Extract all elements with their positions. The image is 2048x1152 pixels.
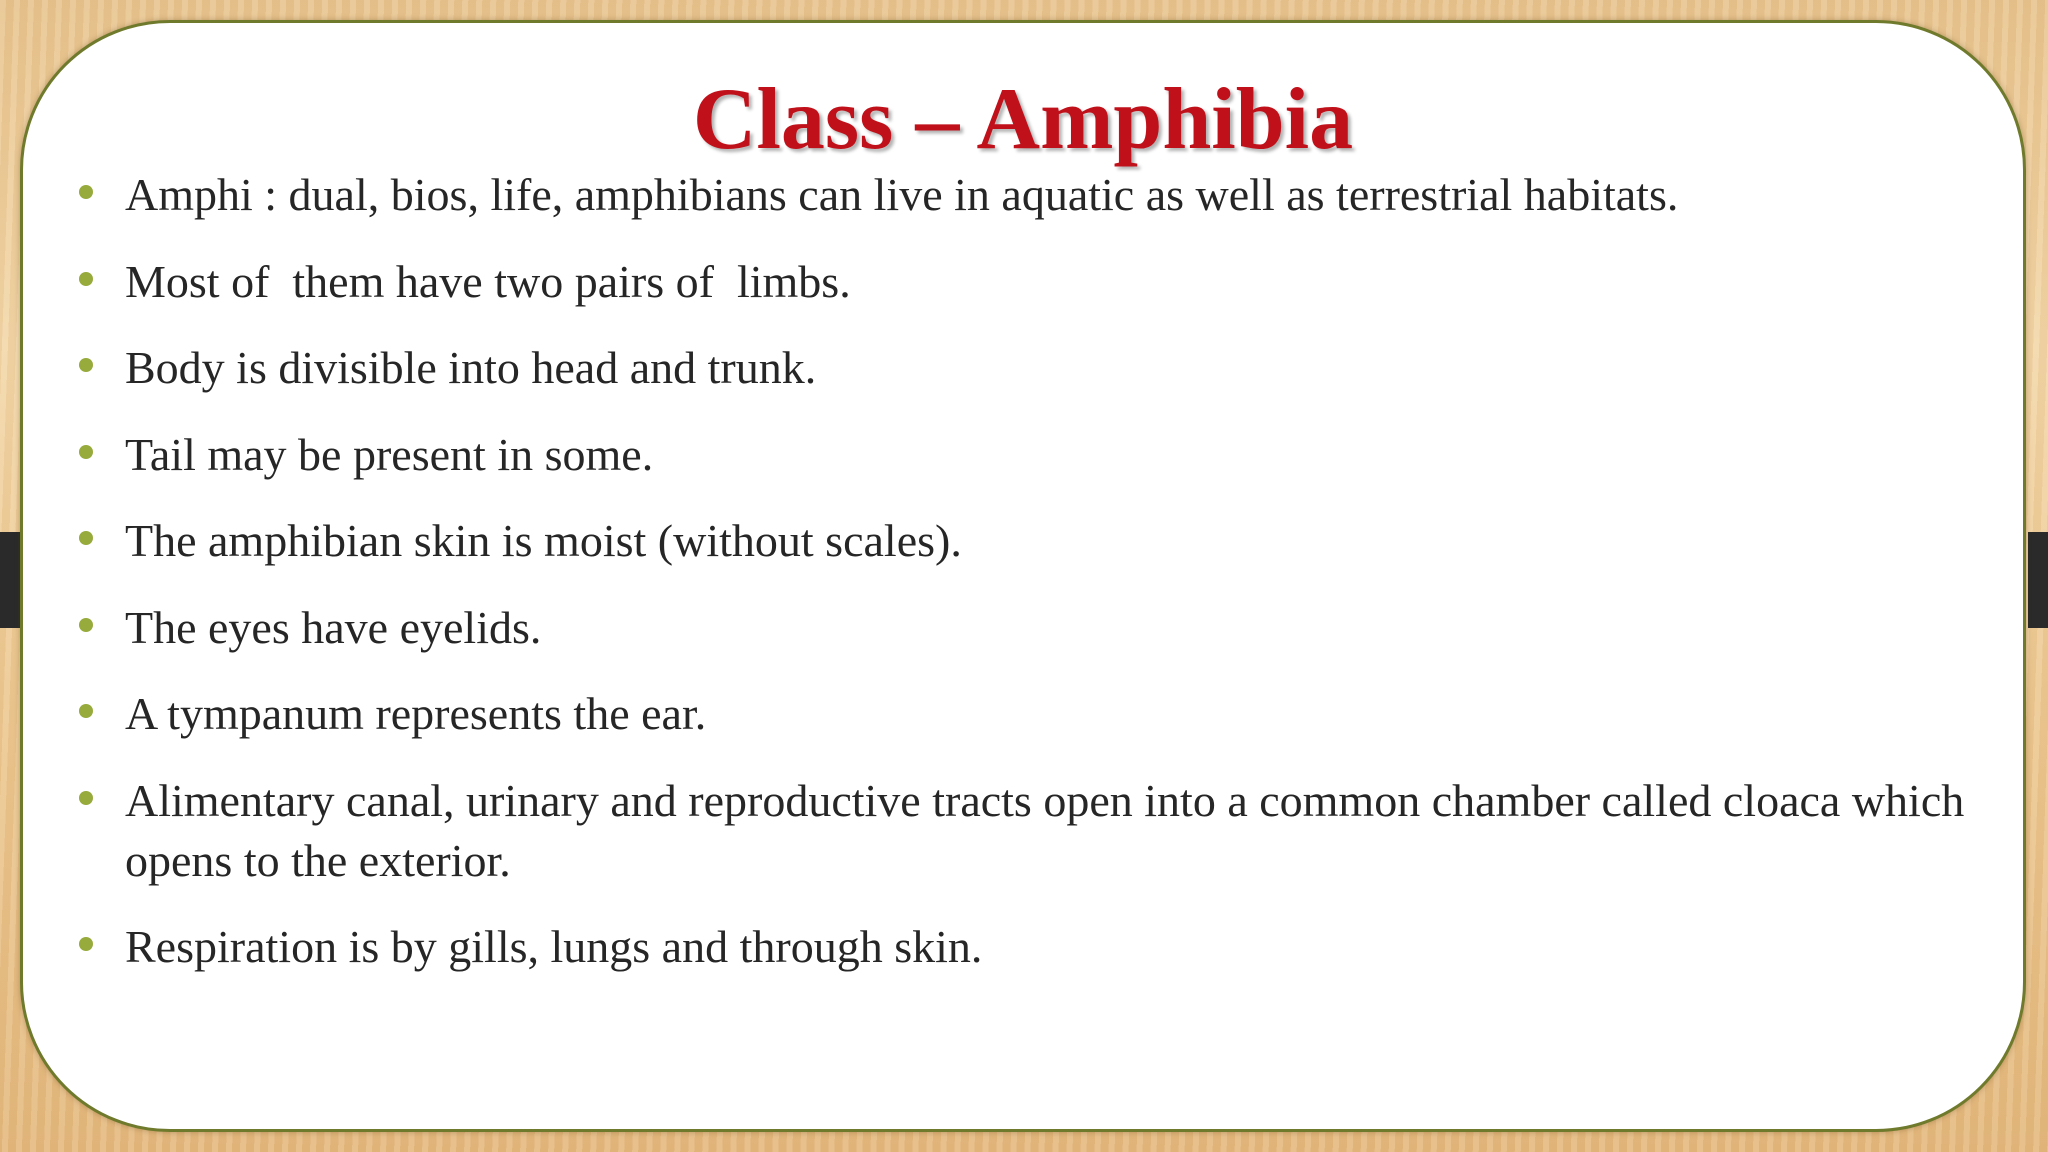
left-edge-marker <box>0 532 20 628</box>
right-edge-marker <box>2028 532 2048 628</box>
bullet-dot-icon <box>79 618 93 632</box>
bullet-text: Tail may be present in some. <box>125 428 654 480</box>
bullet-item <box>75 425 1995 485</box>
bullet-dot-icon <box>79 445 93 459</box>
bullet-item <box>75 771 1995 891</box>
bullet-dot-icon <box>79 531 93 545</box>
bullet-dot-icon <box>79 272 93 286</box>
slide-title: Class – Amphibia <box>692 71 1354 168</box>
bullet-dot-icon <box>79 358 93 372</box>
bullet-text: A tympanum represents the ear. <box>125 688 707 739</box>
bullet-item <box>75 917 1995 977</box>
slide-card <box>20 20 2026 1132</box>
bullet-text: Alimentary canal, urinary and reproductive tracts open into a common chamber called cloaca which opens to the exterior. <box>125 774 1965 886</box>
bullet-item <box>75 684 1995 744</box>
bullet-dot-icon <box>79 937 93 951</box>
bullet-text: Amphi : dual, bios, life, amphibians can live in aquatic as well as terrestrial habitats. <box>125 169 1679 220</box>
bullet-item <box>75 338 1995 398</box>
bullet-dot-icon <box>79 791 93 805</box>
bullet-dot-icon <box>79 185 93 199</box>
bullet-text: The eyes have eyelids. <box>125 601 542 653</box>
bullet-dot-icon <box>79 704 93 718</box>
bullet-text: Body is divisible into head and trunk. <box>125 342 817 393</box>
bullet-text: Most of them have two pairs of limbs. <box>125 255 851 307</box>
bullet-list <box>75 165 1995 1004</box>
bullet-item <box>75 511 1995 571</box>
bullet-item <box>75 165 1995 225</box>
bullet-item <box>75 252 1995 312</box>
bullet-item <box>75 598 1995 658</box>
bullet-text: The amphibian skin is moist (without scales). <box>125 515 962 566</box>
bullet-text: Respiration is by gills, lungs and through skin. <box>125 921 983 972</box>
